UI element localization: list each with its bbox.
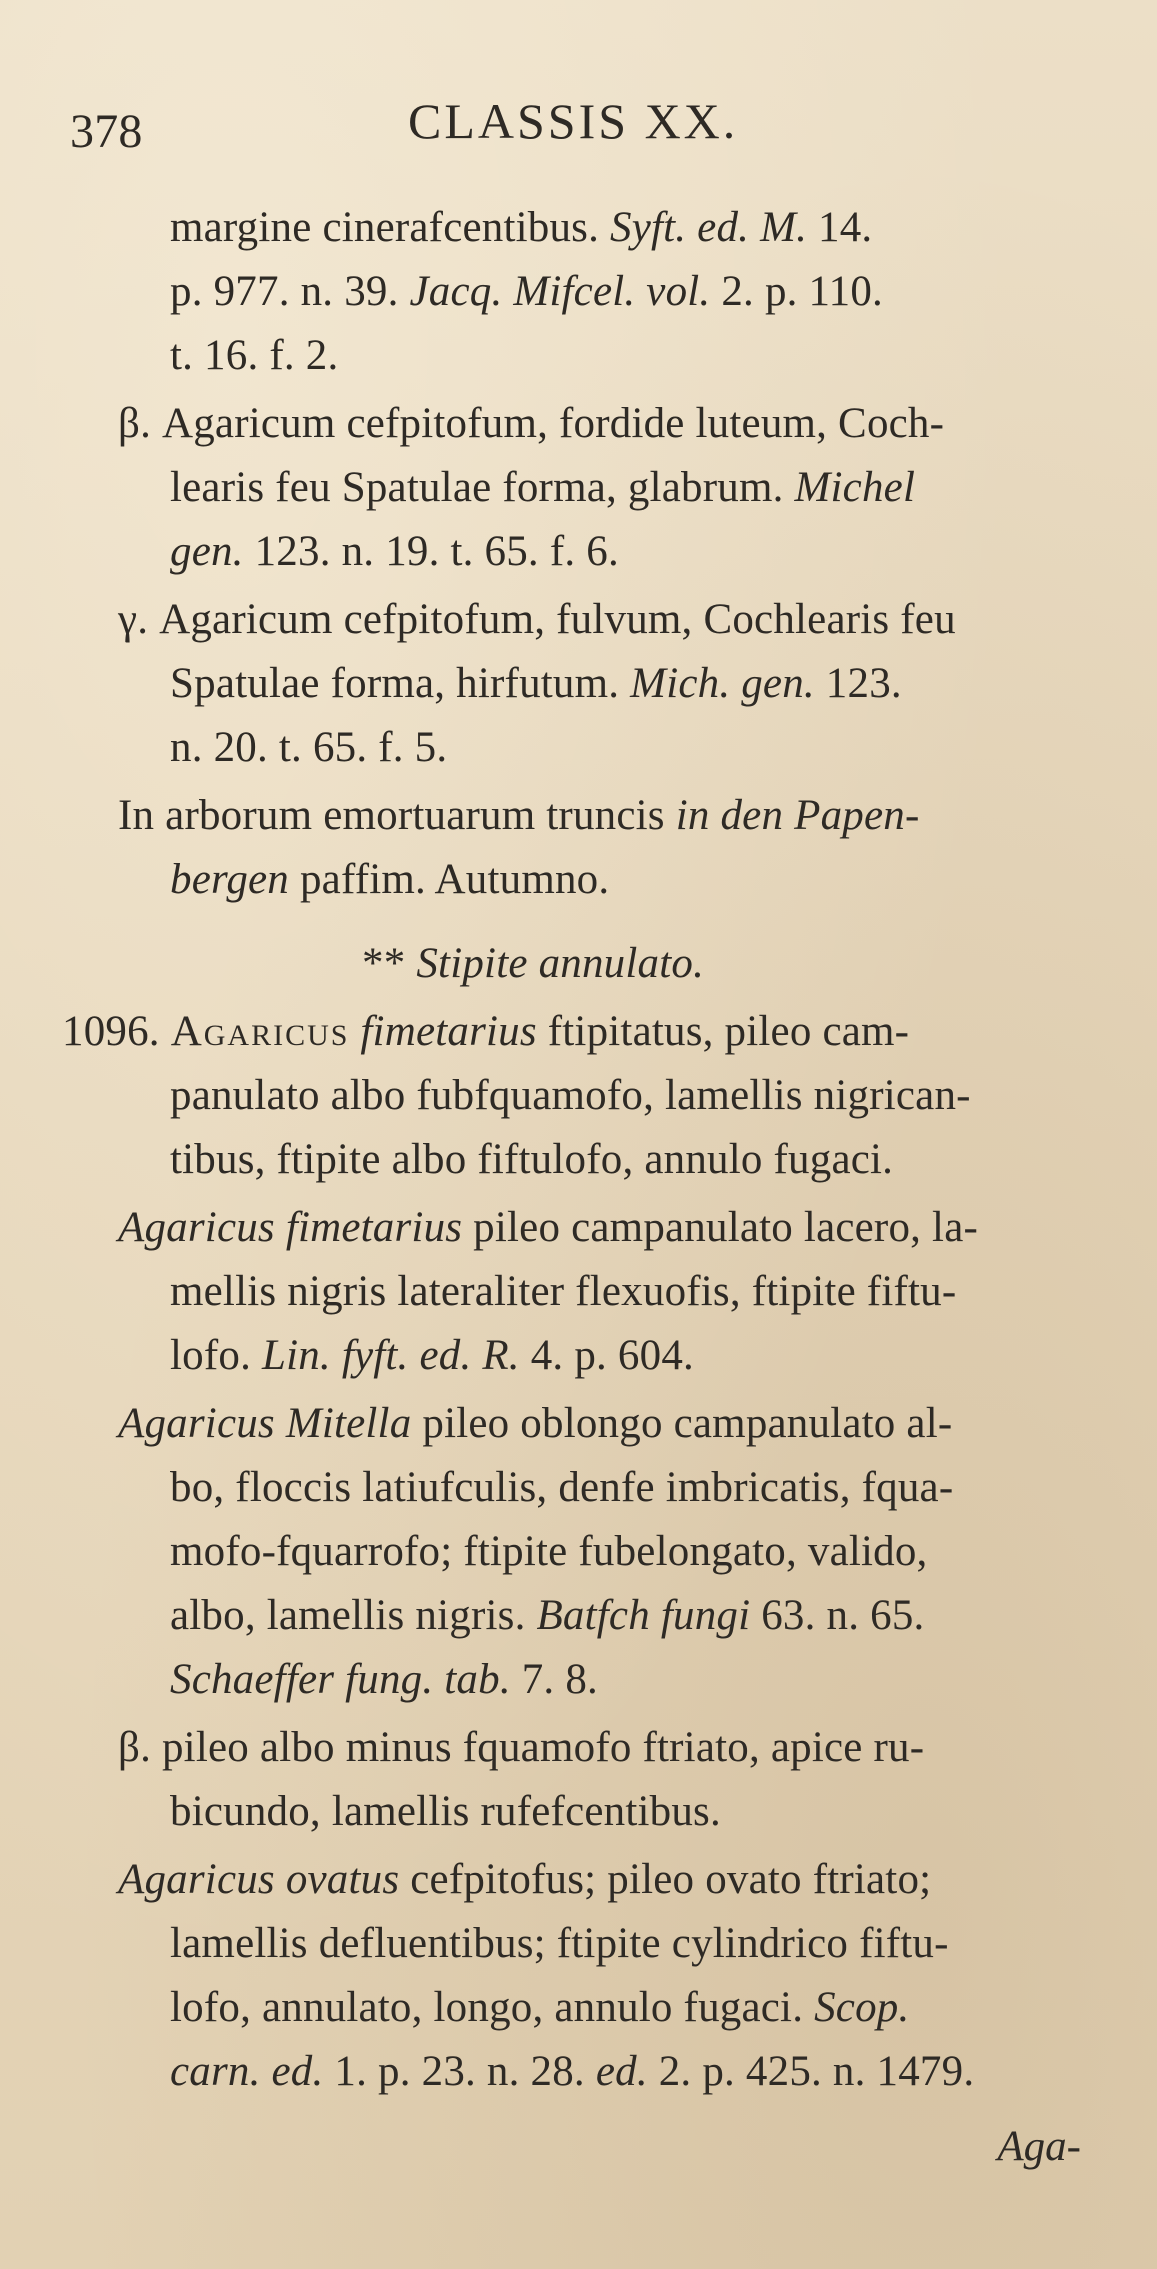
italic-run: bergen [170, 856, 290, 903]
text-line [170, 858, 609, 901]
text-line [118, 1206, 978, 1249]
text-run: cefpitofus; pileo ovato ftriato; [399, 1856, 932, 1903]
text-line [170, 1270, 956, 1313]
text-line [170, 530, 619, 573]
text-line [118, 1858, 931, 1901]
text-run: 7. 8. [510, 1656, 598, 1703]
italic-run: Mich. gen. [630, 660, 815, 707]
text-run: pileo oblongo campanulato al- [411, 1400, 953, 1447]
text-run: Spatulae forma, hirfutum. [170, 660, 631, 707]
page-number: 378 [70, 105, 143, 158]
text-line [170, 1658, 598, 1701]
text-line [170, 1074, 971, 1117]
italic-run: Stipite annulato. [416, 940, 705, 987]
text-run: mellis nigris lateraliter flexuofis, ftipite fiftu- [170, 1268, 957, 1315]
text-line [118, 598, 956, 641]
text-line [62, 1010, 909, 1053]
italic-run: Jacq. Mifcel. vol. [409, 268, 711, 315]
text-run: 14. [807, 204, 873, 251]
text-line [118, 1726, 924, 1769]
text-run: 63. n. 65. [750, 1592, 925, 1639]
text-run: p. 977. n. 39. [170, 268, 410, 315]
text-line [170, 1334, 694, 1377]
text-line [118, 1402, 952, 1445]
text-line [170, 1138, 893, 1181]
italic-run: Scop. [814, 1984, 910, 2031]
text-run: 123. n. 19. t. 65. f. 6. [243, 528, 619, 575]
text-run: In arborum emortuarum truncis [118, 792, 676, 839]
text-line [170, 1530, 928, 1573]
italic-run: Syft. ed. M. [610, 204, 808, 251]
text-run: paffim. Autumno. [289, 856, 610, 903]
italic-run: fimetarius [360, 1008, 537, 1055]
text-line [170, 334, 338, 377]
text-line [170, 1790, 721, 1833]
text-run: learis feu Spatulae forma, glabrum. [170, 464, 795, 511]
text-run: γ. Agaricum cefpitofum, fulvum, Cochlearis feu [118, 596, 956, 643]
text-line [170, 466, 915, 509]
text-run: mofo-fquarrofo; ftipite fubelongato, valido, [170, 1528, 928, 1575]
text-run: 1. p. 23. n. 28. [323, 2048, 596, 2095]
text-run: lamellis defluentibus; ftipite cylindrico fiftu- [170, 1920, 949, 1967]
text-run: albo, lamellis nigris. [170, 1592, 537, 1639]
text-line [170, 1466, 953, 1509]
text-line [170, 1922, 949, 1965]
italic-run: Lin. fyft. ed. R. [261, 1332, 520, 1379]
text-line [170, 270, 883, 313]
italic-run: Agaricus ovatus [118, 1856, 400, 1903]
text-run: bicundo, lamellis rufefcentibus. [170, 1788, 721, 1835]
text-line [170, 1986, 909, 2029]
text-run: 2. p. 110. [710, 268, 883, 315]
italic-run: Schaeffer fung. tab. [170, 1656, 511, 1703]
text-line [118, 402, 944, 445]
text-line [170, 2050, 974, 2093]
text-line [170, 206, 872, 249]
text-run: bo, floccis latiufculis, denfe imbricatis, fqua- [170, 1464, 954, 1511]
text-run: ** [362, 940, 417, 987]
text-run: β. Agaricum cefpitofum, fordide luteum, Coch- [118, 400, 945, 447]
text-line [118, 794, 920, 837]
italic-run: Michel [794, 464, 916, 511]
text-line [170, 662, 902, 705]
text-run: 4. p. 604. [519, 1332, 694, 1379]
text-line [362, 942, 704, 985]
text-run: t. 16. f. 2. [170, 332, 339, 379]
text-run: 2. p. 425. n. 1479. [647, 2048, 975, 2095]
italic-run: Agaricus fimetarius [118, 1204, 463, 1251]
text-line [170, 1594, 924, 1637]
text-run [349, 1008, 360, 1055]
text-run: pileo campanulato lacero, la- [462, 1204, 979, 1251]
text-line [170, 726, 447, 769]
italic-run: Agaricus Mitella [118, 1400, 412, 1447]
running-title: CLASSIS XX. [408, 93, 739, 149]
italic-run: gen. [170, 528, 244, 575]
italic-run: carn. ed. [170, 2048, 324, 2095]
small-caps-run: Agaricus [170, 1008, 350, 1055]
italic-run: Batfch fungi [536, 1592, 751, 1639]
text-run: tibus, ftipite albo fiftulofo, annulo fugaci. [170, 1136, 894, 1183]
text-run: margine cinerafcentibus. [170, 204, 610, 251]
text-run: ftipitatus, pileo cam- [536, 1008, 910, 1055]
text-run: 1096. [62, 1008, 171, 1055]
text-run: n. 20. t. 65. f. 5. [170, 724, 448, 771]
italic-run: ed. [595, 2048, 648, 2095]
text-run: lofo, annulato, longo, annulo fugaci. [170, 1984, 815, 2031]
text-run: 123. [814, 660, 902, 707]
text-run: lofo. [170, 1332, 262, 1379]
text-run: β. pileo albo minus fquamofo ftriato, apice ru- [118, 1724, 925, 1771]
text-run: panulato albo fubfquamofo, lamellis nigrican- [170, 1072, 971, 1119]
catchword: Aga- [997, 2123, 1081, 2170]
italic-run: in den Papen- [675, 792, 920, 839]
